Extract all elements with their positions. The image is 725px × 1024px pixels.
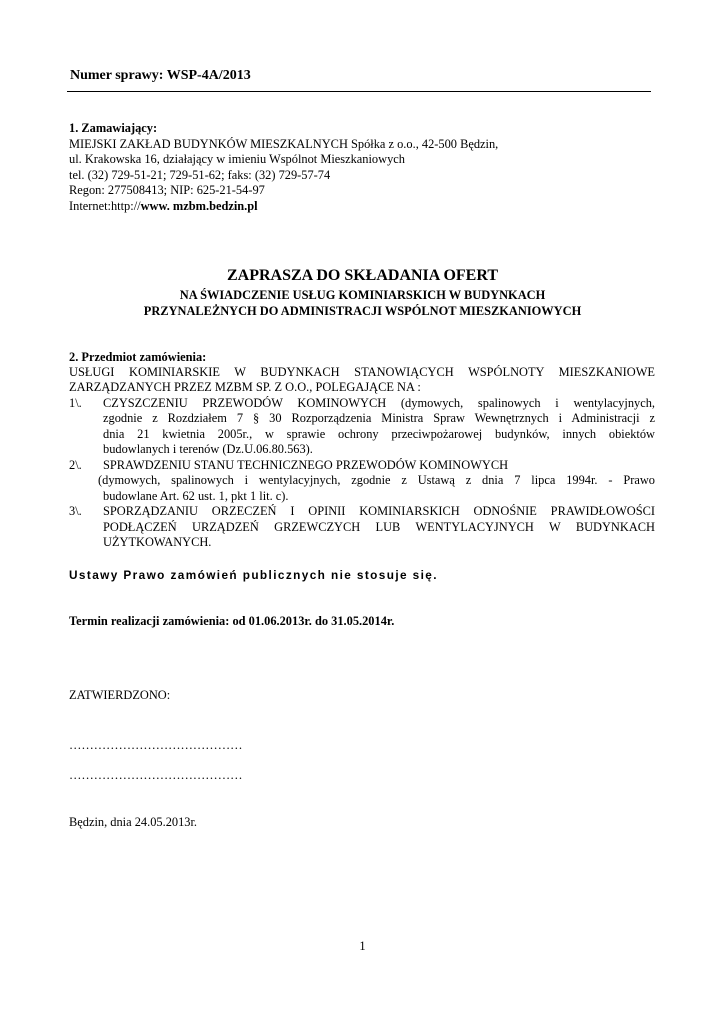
- item-3-line-2: PODŁĄCZEŃ URZĄDZEŃ GRZEWCZYCH LUB WENTYLACYJNYCH W BUDYNKACH: [103, 520, 655, 534]
- item-3-line-1: SPORZĄDZANIU ORZECZEŃ I OPINII KOMINIARSKICH ODNOŚNIE PRAWIDŁOWOŚCI: [103, 504, 655, 518]
- item-2-line-2: (dymowych, spalinowych i wentylacyjnych, zgodnie z Ustawą z dnia 7 lipca 1994r. - Prawo: [98, 473, 655, 487]
- section2-heading: 2. Przedmiot zamówienia:: [69, 350, 207, 364]
- page-number: 1: [359, 939, 366, 953]
- item-1-line-1: CZYSZCZENIU PRZEWODÓW KOMINOWYCH (dymowych, spalinowych i wentylacyjnych,: [103, 396, 655, 410]
- internet-link[interactable]: www. mzbm.bedzin.pl: [140, 198, 258, 213]
- item-2-number: 2\.: [69, 458, 82, 472]
- item-1-line-3: dnia 21 kwietnia 2005r., w sprawie ochrony przeciwpożarowej budynków, innych obiektów: [103, 427, 655, 441]
- section2-intro-1: USŁUGI KOMINIARSKIE W BUDYNKACH STANOWIĄCYCH WSPÓLNOTY MIESZKANIOWE: [69, 365, 655, 379]
- place-and-date: Będzin, dnia 24.05.2013r.: [69, 815, 198, 829]
- item-3-number: 3\.: [69, 504, 82, 518]
- item-3-line-3: UŻYTKOWANYCH.: [103, 535, 212, 549]
- item-1-line-2: zgodnie z Rozdziałem 7 § 30 Rozporządzenia Ministra Spraw Wewnętrznych i Administracji z: [103, 411, 655, 425]
- pzp-notice: Ustawy Prawo zamówień publicznych nie stosuje się.: [69, 568, 438, 582]
- signature-line-1: ……………………………………: [69, 738, 243, 752]
- authority-address: ul. Krakowska 16, działający w imieniu Wspólnot Mieszkaniowych: [69, 152, 405, 166]
- item-1-number: 1\.: [69, 396, 82, 410]
- case-number: Numer sprawy: WSP-4A/2013: [70, 68, 251, 83]
- completion-term: Termin realizacji zamówienia: od 01.06.2013r. do 31.05.2014r.: [69, 614, 395, 628]
- section1-heading: 1. Zamawiający:: [69, 121, 158, 135]
- subtitle-line-2: PRZYNALEŻNYCH DO ADMINISTRACJI WSPÓLNOT MIESZKANIOWYCH: [143, 304, 582, 318]
- authority-regon-nip: Regon: 277508413; NIP: 625-21-54-97: [69, 183, 265, 197]
- internet-prefix: Internet:http://: [69, 198, 141, 213]
- item-1-line-4: budowlanych i terenów (Dz.U.06.80.563).: [103, 442, 313, 456]
- main-title: ZAPRASZA DO SKŁADANIA OFERT: [226, 267, 499, 284]
- subtitle-line-1: NA ŚWIADCZENIE USŁUG KOMINIARSKICH W BUDYNKACH: [179, 288, 546, 302]
- section2-intro-2: ZARZĄDZANYCH PRZEZ MZBM SP. Z O.O., POLEGAJĄCE NA :: [69, 380, 421, 394]
- authority-phone: tel. (32) 729-51-21; 729-51-62; faks: (32) 729-57-74: [69, 167, 331, 182]
- item-2-line-1: SPRAWDZENIU STANU TECHNICZNEGO PRZEWODÓW KOMINOWYCH: [103, 458, 509, 472]
- approved-label: ZATWIERDZONO:: [69, 688, 171, 702]
- contracting-authority: [69, 121, 498, 214]
- header-divider: [67, 91, 651, 92]
- authority-name: MIEJSKI ZAKŁAD BUDYNKÓW MIESZKALNYCH Spółka z o.o., 42-500 Będzin,: [69, 136, 499, 151]
- item-2-line-3: budowlane Art. 62 ust. 1, pkt 1 lit. c).: [103, 489, 289, 503]
- signature-line-2: ……………………………………: [69, 768, 243, 782]
- authority-internet: [69, 199, 498, 215]
